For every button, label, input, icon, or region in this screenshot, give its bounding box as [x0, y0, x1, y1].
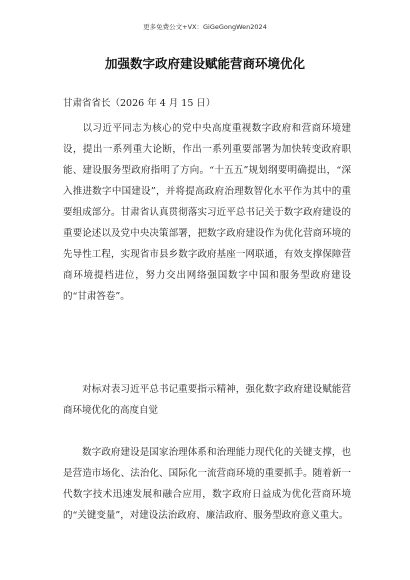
header-note: 更多免费公文+VX：GiGeGongWen2024 [143, 23, 267, 31]
byline: 甘肃省省长（2026 年 4 月 15 日） [63, 98, 216, 109]
body-paragraph [63, 118, 351, 307]
page-title: 加强数字政府建设赋能营商环境优化 [104, 56, 305, 71]
body-paragraph [63, 442, 351, 526]
section-heading [63, 379, 351, 421]
section-heading-text: 对标对表习近平总书记重要指示精神，强化数字政府建设赋能营商环境优化的高度自觉 [63, 384, 351, 416]
paragraph-text: 以习近平同志为核心的党中央高度重视数字政府和营商环境建设，提出一系列重大论断，作出一系列重要部署为加快转变政府职能、建设服务型政府指明了方向。“十五五”规划纲要明确提出，“深入推进数字中国建设”，并将提高政府治理数智化水平作为其中的重要组成部分。甘肃省认真贯彻落实习近平总书记关于数字政府建设的重要论述以及党中央决策部署，把数字政府建设作为优化营商环境的先导性工程，实现省市县乡数字政府基座一网联通，有效支撑保障营商环境提档进位，努力交出网络强国数字中国和服务型政府建设的“甘肃答卷”。 [63, 123, 351, 302]
paragraph-text: 数字政府建设是国家治理体系和治理能力现代化的关键支撑，也是营造市场化、法治化、国际化一流营商环境的重要抓手。随着新一代数字技术迅速发展和融合应用，数字政府日益成为优化营商环境的“关键变量”，对建设法治政府、廉洁政府、服务型政府意义重大。 [63, 447, 351, 521]
